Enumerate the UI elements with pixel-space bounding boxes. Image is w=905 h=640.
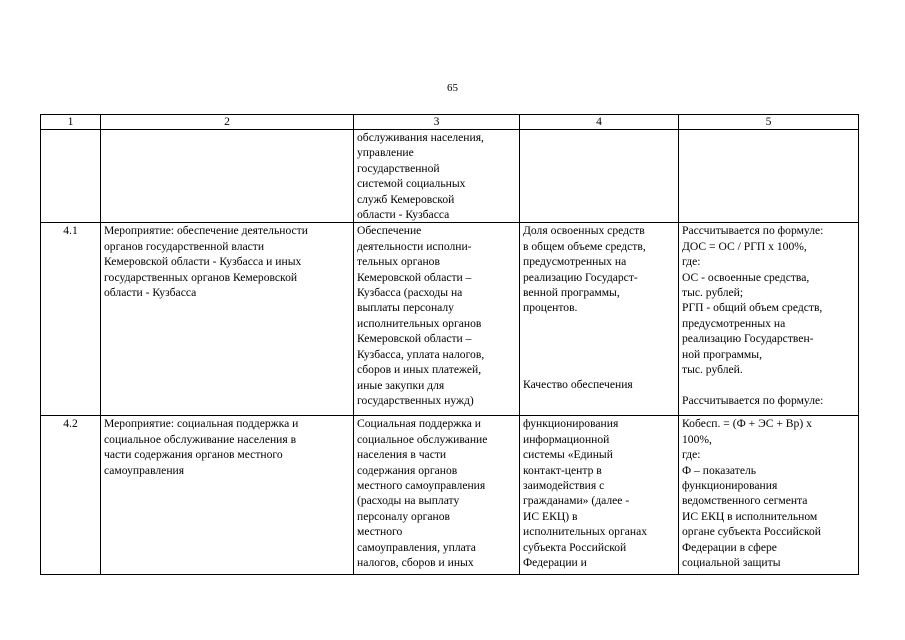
text-line: Рассчитывается по формуле: bbox=[682, 393, 824, 407]
row-number-cell bbox=[41, 130, 101, 223]
text-line: государственных нужд) bbox=[357, 393, 474, 407]
text-line: ведомственного сегмента bbox=[682, 494, 808, 508]
text-line: Кемеровской области - Кузбасса и иных bbox=[104, 255, 302, 269]
text-line: местного самоуправления bbox=[357, 479, 486, 493]
table-row bbox=[41, 130, 859, 223]
text-line: предусмотренных на bbox=[523, 255, 627, 269]
indicator-cell bbox=[520, 416, 679, 575]
text-line: тельных органов bbox=[357, 255, 440, 269]
text-line: контакт-центр в bbox=[523, 463, 602, 477]
text-line: гражданами» (далее - bbox=[523, 494, 630, 508]
text-line: местного bbox=[357, 525, 403, 539]
measures-table bbox=[40, 114, 859, 575]
text-line: органов государственной власти bbox=[104, 239, 265, 253]
text-line: сборов и иных платежей, bbox=[357, 363, 482, 377]
text-line: управление bbox=[357, 146, 414, 160]
text-line: деятельности исполни- bbox=[357, 239, 472, 253]
formula-cell bbox=[679, 416, 859, 575]
text-line: предусмотренных на bbox=[682, 316, 786, 330]
text-line: исполнительных органах bbox=[523, 525, 648, 539]
text-line: функционирования bbox=[682, 479, 778, 493]
text-line: Ф – показатель bbox=[682, 463, 757, 477]
text-line: Социальная поддержка и bbox=[357, 417, 481, 431]
text-line: Мероприятие: социальная поддержка и bbox=[104, 417, 299, 431]
text-line: ДОС = ОС / РГП х 100%, bbox=[682, 239, 807, 253]
text-line: функционирования bbox=[523, 417, 619, 431]
text-line: Кузбасса (расходы на bbox=[357, 286, 463, 300]
text-line: Рассчитывается по формуле: bbox=[682, 224, 824, 238]
row-number-cell: 4.1 bbox=[41, 223, 101, 416]
formula-cell bbox=[679, 223, 859, 416]
text-line: иные закупки для bbox=[357, 378, 445, 392]
measure-description-cell bbox=[354, 223, 520, 416]
text-line: ИС ЕКЦ) в bbox=[523, 509, 578, 523]
text-line: РГП - общий объем средств, bbox=[682, 301, 823, 315]
text-line: Качество обеспечения bbox=[523, 378, 633, 392]
text-line: Доля освоенных средств bbox=[523, 224, 645, 238]
header-cell-4: 4 bbox=[520, 115, 679, 130]
measure-name-cell bbox=[101, 416, 354, 575]
text-line: в общем объеме средств, bbox=[523, 239, 646, 253]
table-row bbox=[41, 223, 859, 416]
formula-text bbox=[682, 416, 855, 570]
text-line: Обеспечение bbox=[357, 224, 422, 238]
text-line: Федерации в сфере bbox=[682, 540, 777, 554]
text-line: заимодействия с bbox=[523, 479, 605, 493]
text-line: венной программы, bbox=[523, 286, 620, 300]
text-line: Мероприятие: обеспечение деятельности bbox=[104, 224, 308, 238]
text-line: Кемеровской области – bbox=[357, 332, 472, 346]
table-header-row bbox=[41, 115, 859, 130]
text-line: где: bbox=[682, 255, 701, 269]
text-line: тыс. рублей; bbox=[682, 286, 744, 300]
header-cell-5: 5 bbox=[679, 115, 859, 130]
header-cell-3: 3 bbox=[354, 115, 520, 130]
text-line: области - Кузбасса bbox=[357, 208, 450, 222]
indicator-cell bbox=[520, 223, 679, 416]
formula-text bbox=[682, 223, 855, 377]
text-line: государственных органов Кемеровской bbox=[104, 270, 298, 284]
text-line: реализацию Государствен- bbox=[682, 332, 814, 346]
text-line: выплаты персоналу bbox=[357, 301, 454, 315]
text-line: реализацию Государст- bbox=[523, 270, 638, 284]
text-line: содержания органов bbox=[357, 463, 458, 477]
text-line: 100%, bbox=[682, 432, 712, 446]
text-line: персоналу органов bbox=[357, 509, 450, 523]
text-line: где: bbox=[682, 448, 701, 462]
text-line: ОС - освоенные средства, bbox=[682, 270, 810, 284]
text-line: самоуправления bbox=[104, 463, 185, 477]
text-line: системой социальных bbox=[357, 177, 466, 191]
text-line: государственной bbox=[357, 161, 440, 175]
formula-cell bbox=[679, 130, 859, 223]
text-line: обслуживания населения, bbox=[357, 131, 484, 144]
text-line: Кобесп. = (Ф + ЭС + Вр) х bbox=[682, 417, 812, 431]
text-line: ИС ЕКЦ в исполнительном bbox=[682, 509, 818, 523]
text-line: системы «Единый bbox=[523, 448, 613, 462]
text-line: информационной bbox=[523, 432, 610, 446]
indicator-text bbox=[523, 223, 675, 315]
text-line: Кузбасса, уплата налогов, bbox=[357, 347, 485, 361]
table-row bbox=[41, 416, 859, 575]
indicator-text bbox=[523, 416, 675, 570]
measure-description-cell bbox=[354, 130, 520, 223]
text-line: (расходы на выплату bbox=[357, 494, 460, 508]
text-line: процентов. bbox=[523, 301, 578, 315]
text-line: социальное обслуживание bbox=[357, 432, 488, 446]
text-line: области - Кузбасса bbox=[104, 286, 197, 300]
row-number-cell: 4.2 bbox=[41, 416, 101, 575]
text-line: социальное обслуживание населения в bbox=[104, 432, 297, 446]
text-line: самоуправления, уплата bbox=[357, 540, 476, 554]
text-line: Федерации и bbox=[523, 556, 587, 570]
text-line: населения в части bbox=[357, 448, 447, 462]
text-line: социальной защиты bbox=[682, 556, 781, 570]
text-line: части содержания органов местного bbox=[104, 448, 283, 462]
text-line: тыс. рублей. bbox=[682, 363, 743, 377]
text-line: органе субъекта Российской bbox=[682, 525, 821, 539]
measure-name-cell bbox=[101, 223, 354, 416]
text-line: служб Кемеровской bbox=[357, 192, 455, 206]
formula-text-continued bbox=[682, 393, 855, 408]
text-line: налогов, сборов и иных bbox=[357, 556, 474, 570]
page-number: 65 bbox=[447, 82, 458, 94]
indicator-text-continued bbox=[523, 377, 675, 392]
header-cell-1: 1 bbox=[41, 115, 101, 130]
measure-name-cell bbox=[101, 130, 354, 223]
text-line: ной программы, bbox=[682, 347, 762, 361]
text-line: Кемеровской области – bbox=[357, 270, 472, 284]
text-line: субъекта Российской bbox=[523, 540, 627, 554]
indicator-cell bbox=[520, 130, 679, 223]
header-cell-2: 2 bbox=[101, 115, 354, 130]
measure-description-cell bbox=[354, 416, 520, 575]
text-line: исполнительных органов bbox=[357, 316, 482, 330]
